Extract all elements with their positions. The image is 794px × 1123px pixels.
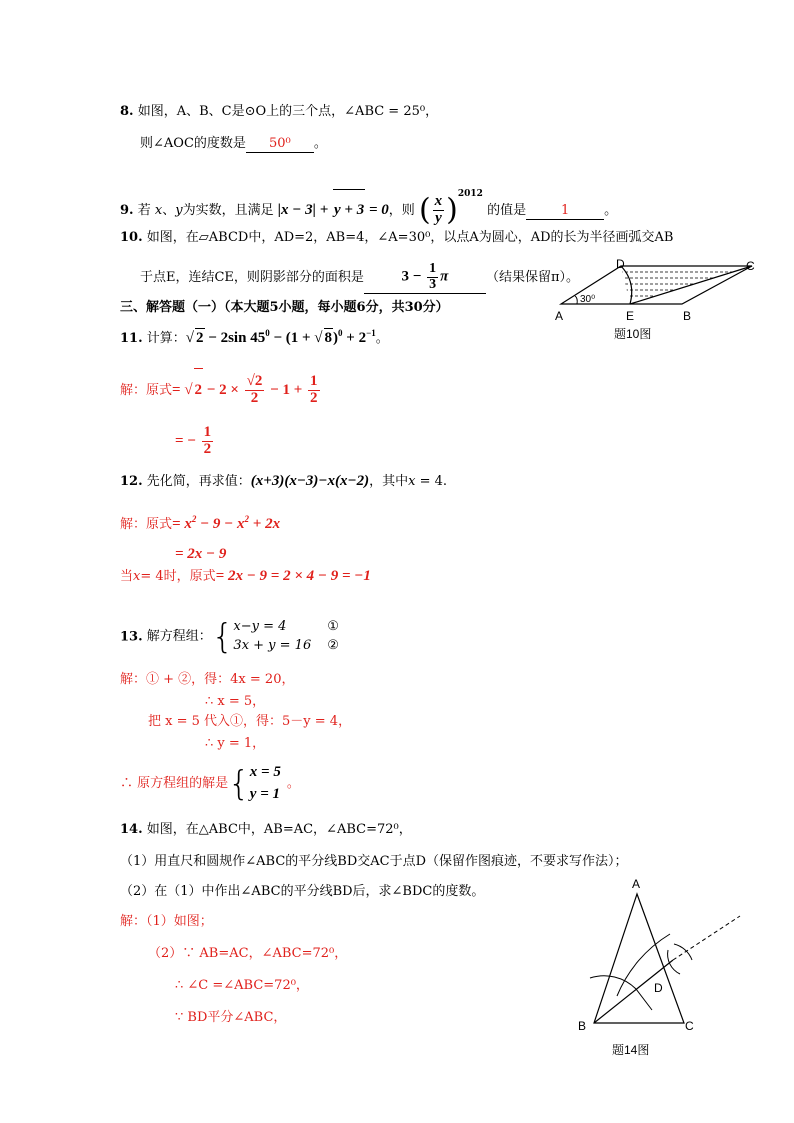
q14-sol1: 解：（1）如图；: [120, 914, 213, 929]
q14-line1: 14. 如图，在△ABC中，AB=AC，∠ABC=72⁰，: [120, 822, 412, 837]
q12-solution-line1: 解：原式= $x^2 - 9 - x^2 + 2x$: [120, 514, 281, 532]
q8-line1: 8. 如图，A、B、C是⊙O上的三个点，∠ABC = 25⁰，: [120, 104, 439, 119]
fig14-label-b: B: [578, 1019, 587, 1033]
fig10-label-a: A: [555, 309, 564, 323]
compass-arc-1: [590, 976, 652, 1010]
fig10-label-e: E: [626, 309, 635, 323]
q11-solution-line1: 解：原式= √ 2 − 2 × $\frac{√2}{2}$ − 1 + $\frac{1}{2}$: [120, 368, 322, 412]
q14-sol2: （2）∵ AB=AC，∠ABC=72⁰，: [148, 946, 348, 961]
fig10-label-b: B: [683, 309, 692, 323]
fig10-label-d: D: [616, 258, 625, 271]
q12-expression: (x+3)(x−3)−x(x−2): [250, 473, 370, 489]
q13-step4: ∴ y = 1，: [205, 736, 266, 751]
fig14-label-a: A: [632, 877, 641, 891]
q13-conclusion: ∴ 原方程组的解是{ x = 5 y = 1 。: [120, 763, 300, 804]
q9-fraction: $\frac{x}{y}$: [434, 193, 443, 226]
q13-line: 13. 解方程组：{ x−y = 4 3x + y = 16 ① ②: [120, 616, 339, 657]
figure-14: [570, 874, 750, 1064]
q11-line: 11. 计算：√ 2 − 2sin $45^0 - (1$ + √ $8)^0 + 2^{-1}$。: [120, 328, 389, 346]
q12-solution-line2: = 2x − 9: [175, 546, 227, 562]
compass-arc-3: [668, 950, 680, 974]
q14-sol4: ∵ BD平分∠ABC，: [175, 1010, 287, 1025]
q13-step1: 解：① + ②，得：4x = 20，: [120, 672, 295, 687]
fig14-label-c: C: [685, 1019, 694, 1033]
q13-step3: 把 x = 5 代入①，得：5－y = 4，: [148, 714, 352, 729]
q9-condition: |x − 3| + y + 3 = 0: [278, 202, 389, 218]
triangle-abc: [594, 894, 684, 1023]
fig10-caption: 题10图: [614, 327, 652, 341]
figure-10: [550, 258, 770, 350]
q8-line2: 则∠AOC的度数是 50⁰ 。: [140, 136, 327, 151]
q14-sol3: ∴ ∠C =∠ABC=72⁰，: [175, 978, 309, 993]
q11-solution-line2: = − $\frac{1}{2}$: [175, 424, 212, 457]
q11-expression: √ 2 − 2sin $45^0 - (1$ + √ $8)^0 + 2^{-1}$: [185, 328, 376, 346]
fig14-label-d: D: [654, 981, 663, 995]
q12-solution-line3: 当x= 4时，原式= 2x − 9 = 2 × 4 − 9 = −1: [120, 568, 371, 584]
q13-step2: ∴ x = 5，: [205, 694, 266, 709]
fig14-caption: 题14图: [612, 1043, 650, 1057]
q12-line: 12. 先化简，再求值：(x+3)(x−3)−x(x−2)，其中x = 4.: [120, 473, 448, 489]
q14-line3: （2）在（1）中作出∠ABC的平分线BD后，求∠BDC的度数。: [120, 884, 485, 899]
q14-line2: （1）用直尺和圆规作∠ABC的平分线BD交AC于点D（保留作图痕迹，不要求写作法）；: [120, 854, 628, 869]
q13-system: x−y = 4 3x + y = 16: [233, 619, 312, 653]
q9-line: 9. 若 x、y为实数，且满足 |x − 3| + y + 3 = 0，则 ( $\frac{x}{y}$ )$^{2012}$ 的值是 1 。: [120, 174, 617, 231]
compass-arc-4: [674, 944, 692, 960]
q10-answer: 3 − $\frac{1}{3}$ π: [364, 262, 486, 293]
fig10-label-c: C: [746, 259, 755, 273]
fig10-angle-label: 30⁰: [580, 294, 596, 305]
q10-line2: 于点E，连结CE，则阴影部分的面积是 3 − $\frac{1}{3}$ π （结果保留π）。: [140, 261, 579, 292]
section-3-title: 三、解答题（一）（本大题5小题，每小题6分，共30分）: [120, 300, 449, 315]
q8-answer: 50⁰: [246, 136, 314, 153]
q10-line1: 10. 如图，在▱ABCD中，AD=2，AB=4，∠A=30⁰，以点A为圆心，AD的长为半径画弧交AB: [120, 230, 674, 245]
bisector-extension: [673, 916, 740, 960]
q9-answer: 1: [526, 203, 604, 220]
